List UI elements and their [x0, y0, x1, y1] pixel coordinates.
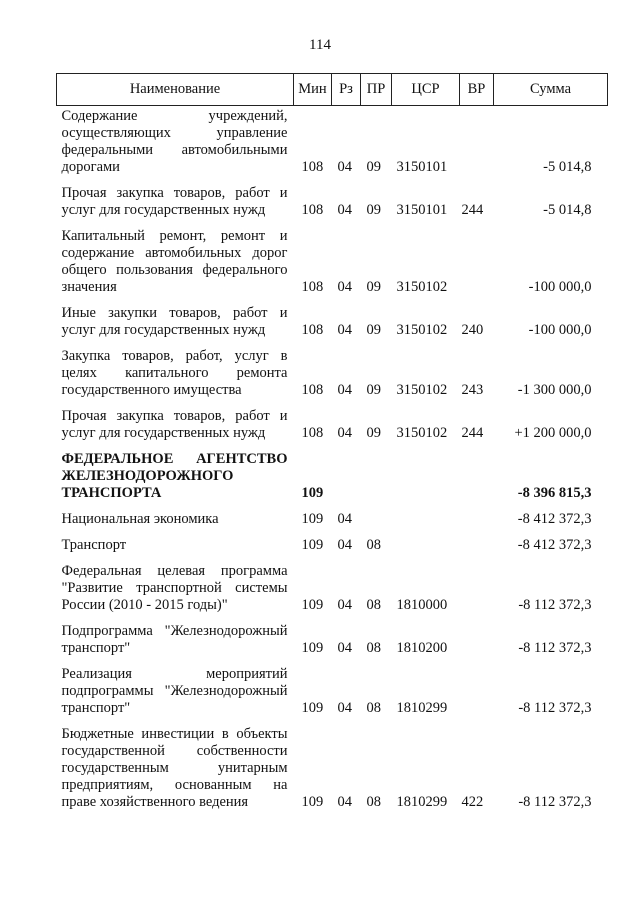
cell-min: 109 [301, 485, 324, 501]
cell-name: Закупка товаров, работ, услуг в целях капитального ремонта государственного имущества [61, 348, 288, 398]
cell-min: 108 [301, 382, 324, 398]
cell-min: 109 [301, 511, 324, 527]
table-row [57, 176, 608, 219]
table-row [57, 219, 608, 296]
cell-name: Прочая закупка товаров, работ и услуг для государственных нужд [61, 185, 288, 218]
cell-vr [460, 657, 494, 717]
cell-rz: 04 [337, 159, 352, 175]
cell-csr [392, 442, 460, 502]
cell-rz: 04 [337, 537, 352, 553]
header-sum: Сумма [494, 74, 608, 106]
cell-sum: -8 112 372,3 [518, 640, 592, 656]
cell-rz [332, 442, 361, 502]
cell-vr [460, 528, 494, 554]
cell-sum: +1 200 000,0 [514, 425, 592, 441]
cell-rz: 04 [337, 202, 352, 218]
table-row [57, 614, 608, 657]
cell-pr: 08 [366, 794, 381, 810]
cell-min: 109 [301, 537, 324, 553]
cell-pr: 09 [366, 425, 381, 441]
cell-min: 109 [301, 640, 324, 656]
table-row [57, 717, 608, 811]
cell-rz: 04 [337, 382, 352, 398]
cell-sum: -1 300 000,0 [517, 382, 592, 398]
cell-min: 108 [301, 202, 324, 218]
cell-min: 109 [301, 700, 324, 716]
cell-min: 108 [301, 425, 324, 441]
cell-name: Бюджетные инвестиции в объекты государственной собственности государственным унитарным предприятиям, основанным на праве хозяйственного ведения [61, 726, 288, 810]
cell-sum: -8 396 815,3 [517, 485, 592, 501]
cell-csr: 1810000 [396, 597, 448, 613]
cell-sum: -8 412 372,3 [517, 537, 592, 553]
cell-rz: 04 [337, 279, 352, 295]
cell-name: Капитальный ремонт, ремонт и содержание автомобильных дорог общего пользования федерального значения [61, 228, 288, 295]
cell-vr: 422 [461, 794, 484, 810]
cell-csr: 3150102 [396, 382, 448, 398]
cell-rz: 04 [337, 700, 352, 716]
cell-name: Национальная экономика [61, 511, 219, 527]
cell-csr: 3150102 [396, 425, 448, 441]
page-number: 114 [309, 37, 331, 53]
cell-pr: 08 [366, 597, 381, 613]
cell-vr [460, 219, 494, 296]
table-row [57, 657, 608, 717]
cell-vr [460, 502, 494, 528]
cell-vr: 244 [461, 202, 484, 218]
cell-csr: 3150102 [396, 322, 448, 338]
cell-vr [460, 614, 494, 657]
header-rz: Рз [332, 74, 361, 106]
cell-csr: 1810299 [396, 700, 448, 716]
header-name: Наименование [57, 74, 294, 106]
header-pr: ПР [361, 74, 392, 106]
cell-min: 108 [301, 279, 324, 295]
cell-min: 109 [301, 597, 324, 613]
cell-rz: 04 [337, 597, 352, 613]
cell-csr: 1810299 [396, 794, 448, 810]
cell-name: Федеральная целевая программа "Развитие транспортной системы России (2010 - 2015 годы)" [61, 563, 288, 613]
cell-vr: 243 [461, 382, 484, 398]
cell-pr: 08 [366, 700, 381, 716]
cell-vr [460, 554, 494, 614]
cell-vr: 240 [461, 322, 484, 338]
cell-sum: -8 112 372,3 [518, 794, 592, 810]
cell-csr: 1810200 [396, 640, 448, 656]
table-row [57, 554, 608, 614]
budget-table [56, 73, 608, 811]
cell-rz: 04 [337, 794, 352, 810]
cell-name: Прочая закупка товаров, работ и услуг для государственных нужд [61, 408, 288, 441]
table-row [57, 528, 608, 554]
header-csr: ЦСР [392, 74, 460, 106]
cell-sum: -5 014,8 [543, 202, 592, 218]
cell-vr [460, 106, 494, 177]
cell-pr [361, 442, 392, 502]
cell-rz: 04 [337, 425, 352, 441]
cell-min: 108 [301, 322, 324, 338]
cell-pr: 09 [366, 382, 381, 398]
cell-sum: -100 000,0 [528, 322, 592, 338]
table-row [57, 399, 608, 442]
cell-rz: 04 [337, 640, 352, 656]
cell-csr [392, 502, 460, 528]
cell-min: 108 [301, 159, 324, 175]
table-row [57, 339, 608, 399]
cell-csr [392, 528, 460, 554]
table-row [57, 106, 608, 177]
cell-name: Иные закупки товаров, работ и услуг для государственных нужд [61, 305, 288, 338]
cell-csr: 3150101 [396, 202, 448, 218]
cell-name: Реализация мероприятий подпрограммы "Железнодорожный транспорт" [61, 666, 288, 716]
cell-sum: -8 112 372,3 [518, 597, 592, 613]
cell-min: 109 [301, 794, 324, 810]
table-row [57, 442, 608, 502]
cell-pr: 09 [366, 279, 381, 295]
cell-pr [361, 502, 392, 528]
cell-sum: -5 014,8 [543, 159, 592, 175]
cell-rz: 04 [337, 511, 352, 527]
table-row [57, 502, 608, 528]
table-body [57, 106, 608, 812]
cell-name: ФЕДЕРАЛЬНОЕ АГЕНТСТВО ЖЕЛЕЗНОДОРОЖНОГО ТРАНСПОРТА [61, 451, 288, 501]
cell-rz: 04 [337, 322, 352, 338]
cell-csr: 3150101 [396, 159, 448, 175]
cell-sum: -8 112 372,3 [518, 700, 592, 716]
table-row [57, 296, 608, 339]
cell-sum: -8 412 372,3 [517, 511, 592, 527]
cell-pr: 08 [366, 640, 381, 656]
cell-csr: 3150102 [396, 279, 448, 295]
cell-pr: 09 [366, 322, 381, 338]
cell-pr: 09 [366, 159, 381, 175]
header-vr: ВР [460, 74, 494, 106]
cell-pr: 08 [366, 537, 381, 553]
header-min: Мин [294, 74, 332, 106]
cell-name: Подпрограмма "Железнодорожный транспорт" [61, 623, 288, 656]
table-header-row [57, 74, 608, 106]
cell-sum: -100 000,0 [528, 279, 592, 295]
cell-vr [460, 442, 494, 502]
cell-name: Транспорт [61, 537, 127, 553]
cell-name: Содержание учреждений, осуществляющих управление федеральными автомобильными дорогами [61, 108, 288, 175]
cell-vr: 244 [461, 425, 484, 441]
cell-pr: 09 [366, 202, 381, 218]
